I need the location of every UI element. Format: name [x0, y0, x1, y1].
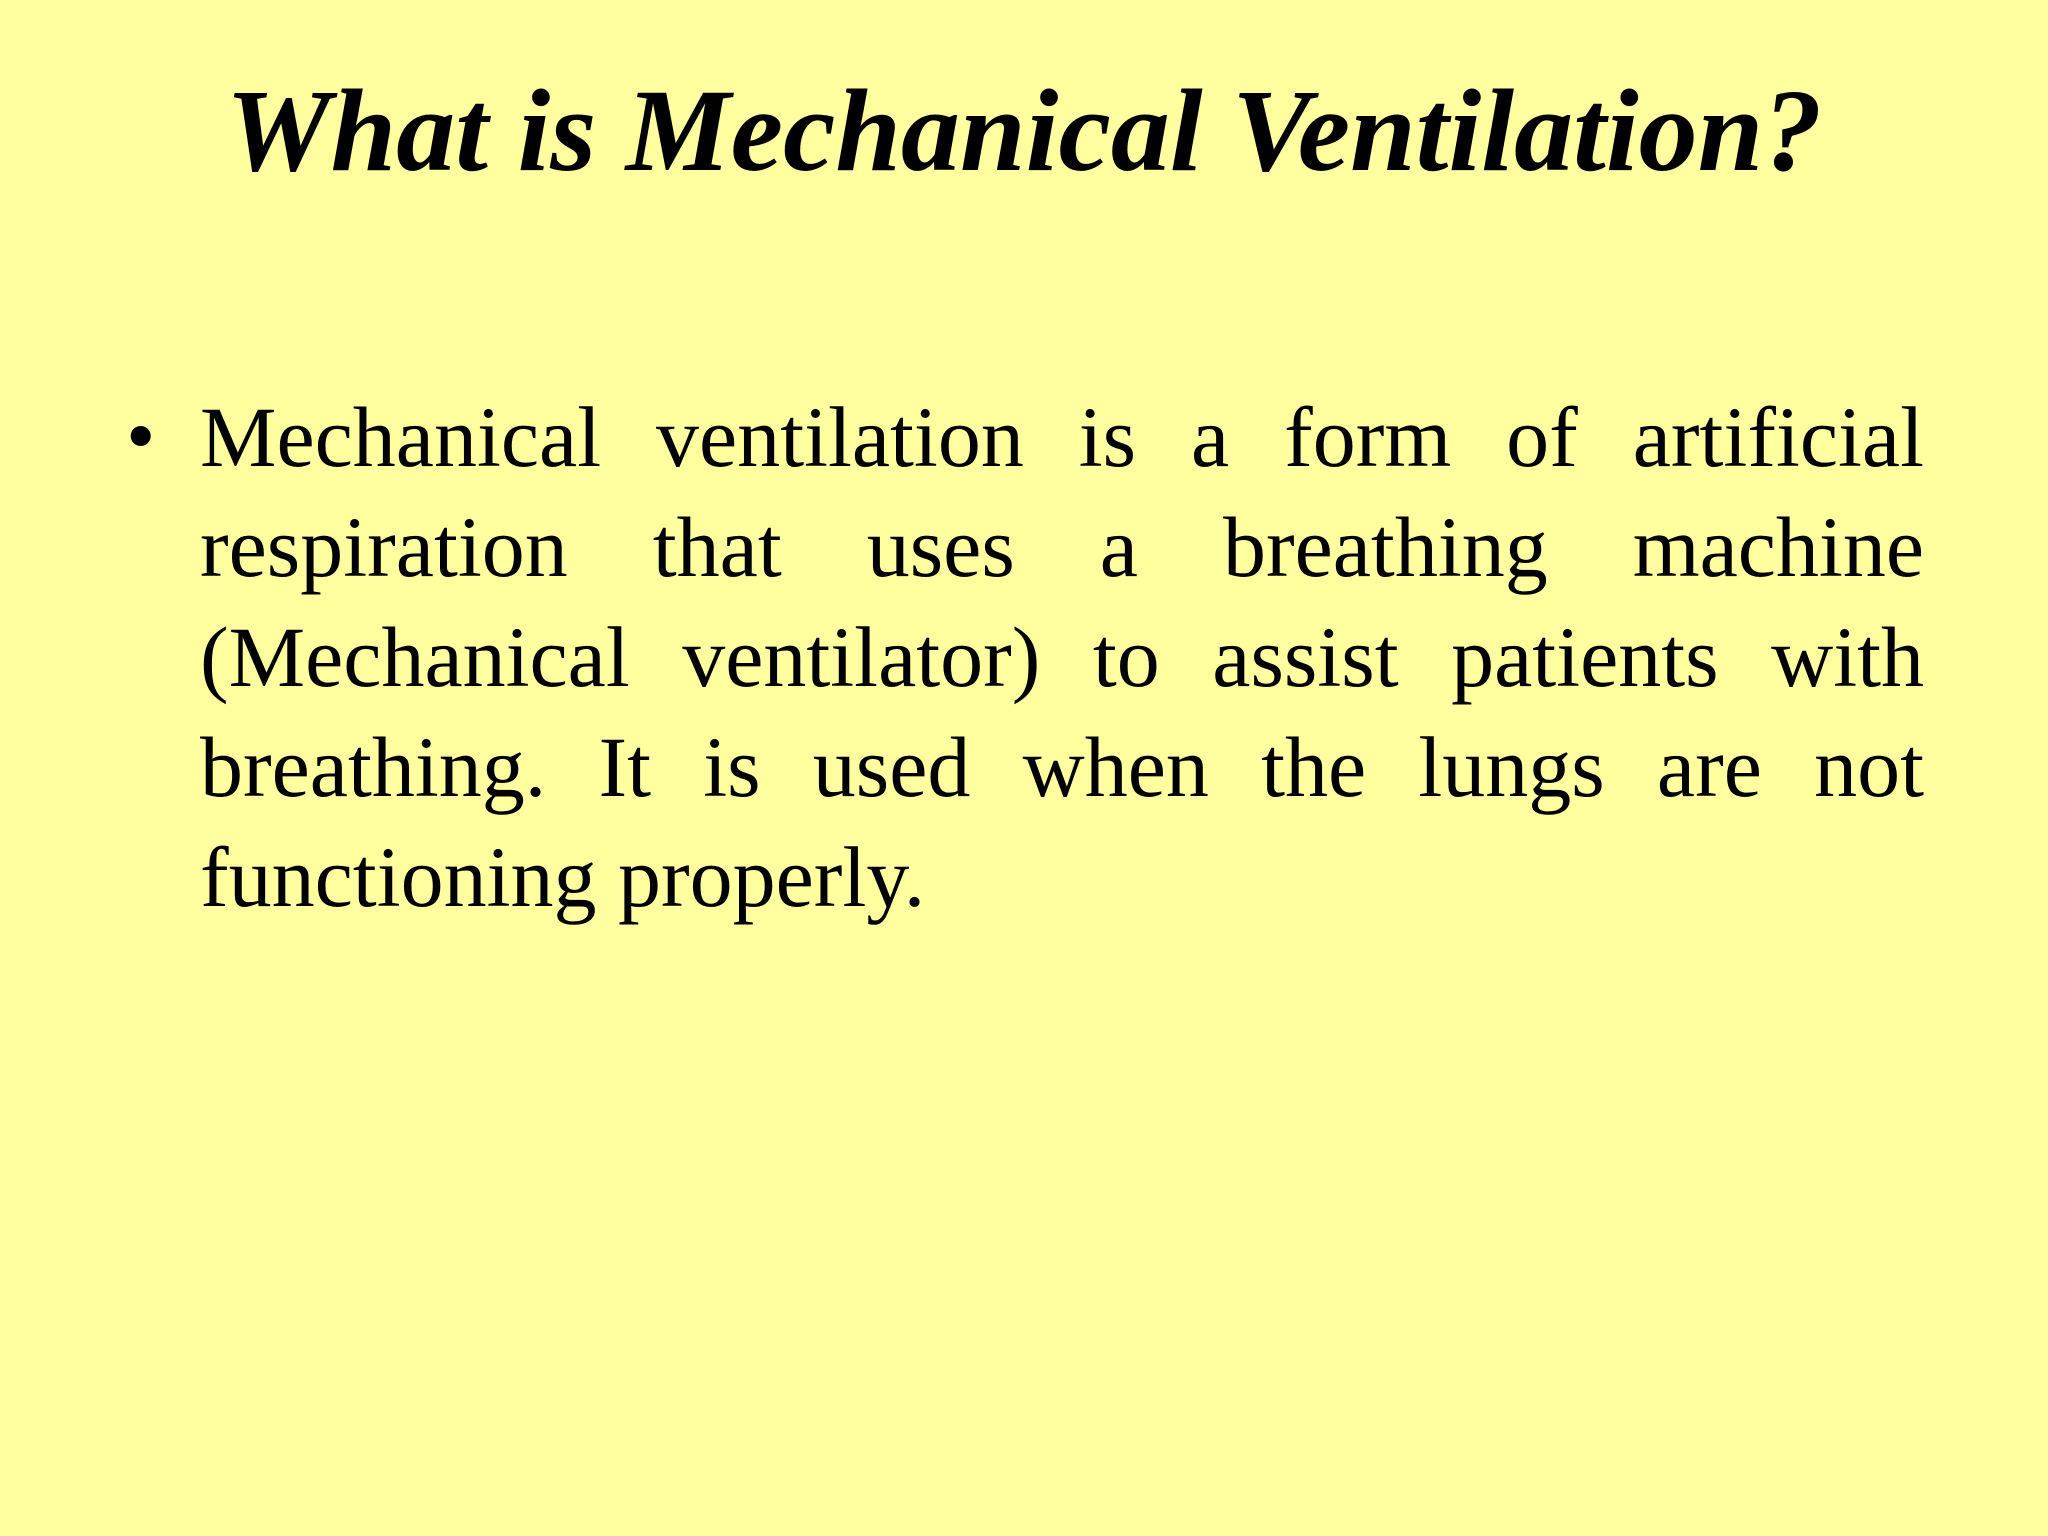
- slide-title: What is Mechanical Ventilation?: [225, 65, 1823, 196]
- bullet-marker: •: [126, 390, 156, 483]
- bullet-item: [122, 382, 1924, 932]
- bullet-list: [122, 382, 1924, 932]
- bullet-text: Mechanical ventilation is a form of artificial respiration that uses a breathing machine (Mechanical ventilator) to assist patients with breathing. It is used when the lungs are not functioning properly.: [200, 389, 1924, 925]
